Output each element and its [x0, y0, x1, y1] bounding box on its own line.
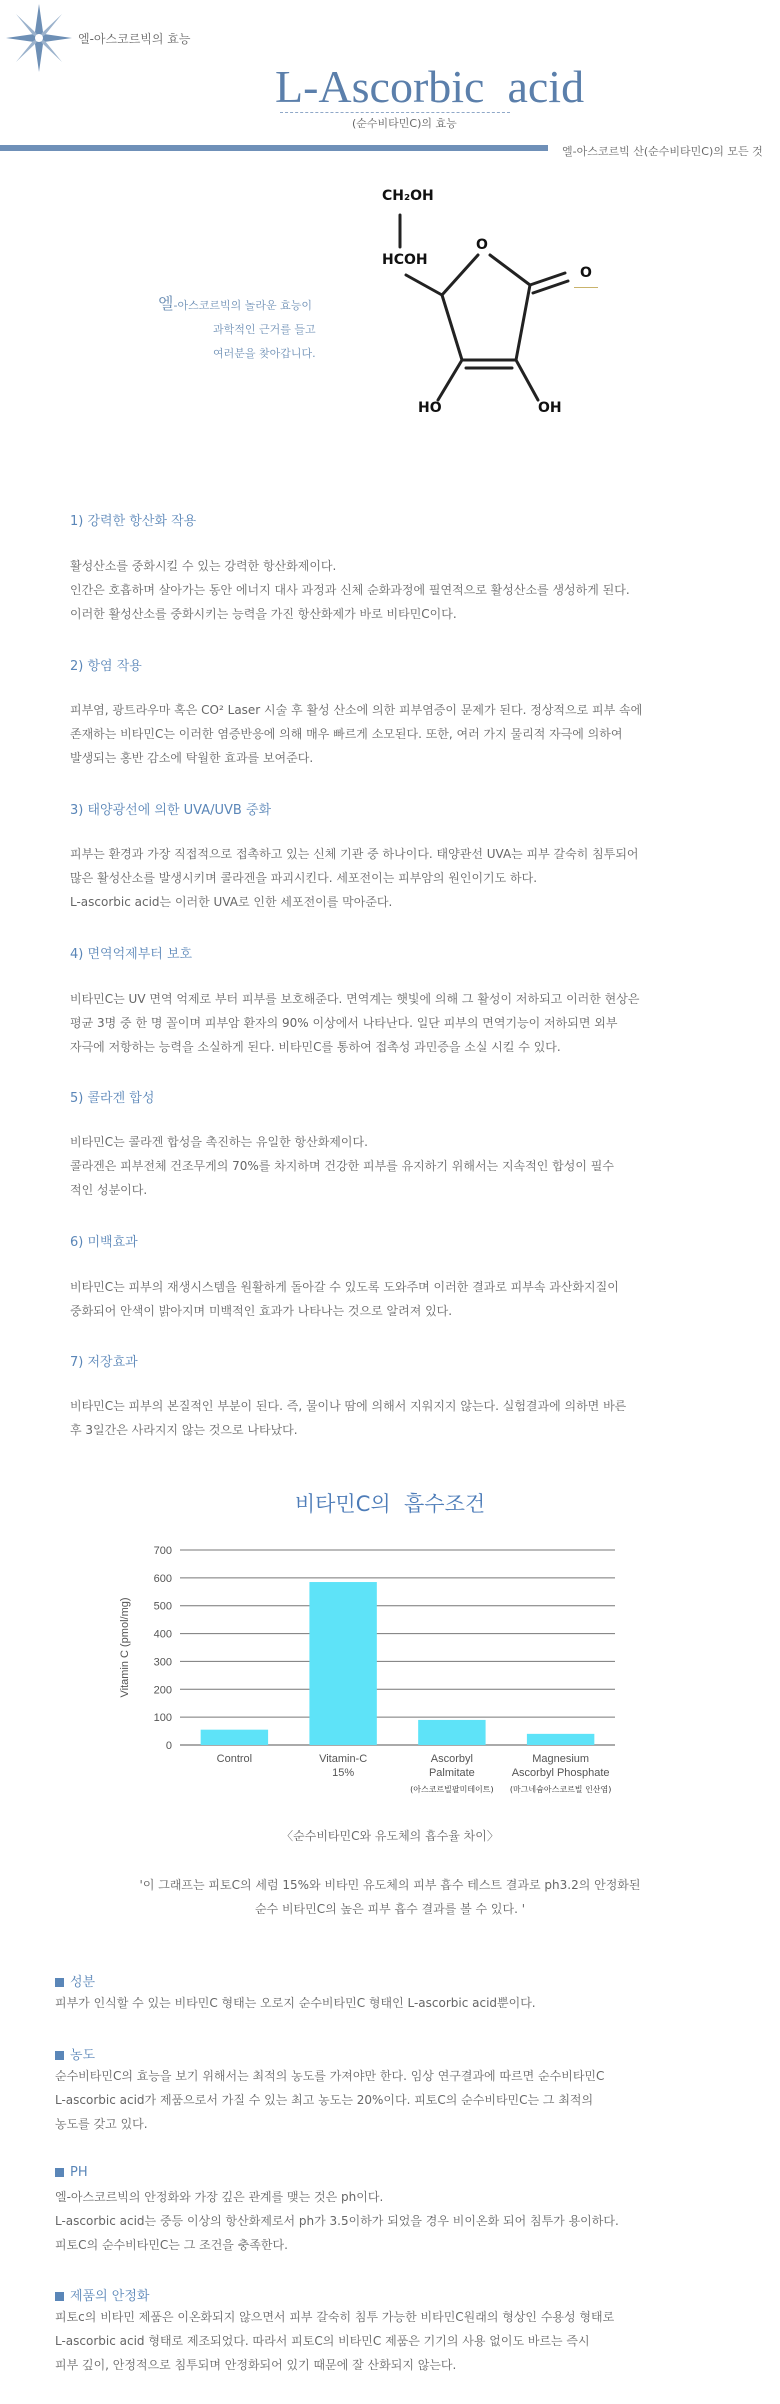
info-line: 순수비타민C의 효능을 보기 위해서는 최적의 농도를 가져야만 한다. 임상 연구결과에 따르면 순수비타민C	[55, 2069, 605, 2083]
info-line: 농도를 갖고 있다.	[55, 2117, 148, 2131]
y-axis-label: Vitamin C (pmol/mg)	[119, 1597, 131, 1698]
x-tick-sublabel: (아스코르빌팔미테이트)	[410, 1785, 494, 1794]
intro-text	[158, 292, 316, 366]
section-5-line: 비타민C는 콜라겐 합성을 촉진하는 유일한 항산화제이다.	[70, 1135, 368, 1149]
bar	[418, 1720, 485, 1745]
section-2-title: 2) 항염 작용	[70, 659, 142, 674]
title-dotted-line	[280, 112, 510, 113]
info-line: 피토C의 순수비타민C는 그 조건을 충족한다.	[55, 2238, 288, 2252]
info-stability-title-text: 제품의 안정화	[70, 2289, 150, 2304]
x-tick-label: Magnesium	[532, 1753, 590, 1765]
section-3-title: 3) 태양광선에 의한 UVA/UVB 중화	[70, 803, 272, 818]
section-1-line: 인간은 호흡하며 살아가는 동안 에너지 대사 과정과 신체 순화과정에 필연적으로 활성산소를 생성하게 된다.	[70, 583, 630, 597]
info-concentration-title-text: 농도	[70, 2048, 96, 2063]
section-4-line: 평균 3명 중 한 명 꼴이며 피부암 환자의 90% 이상에서 나타난다. 일단 피부의 면역기능이 저하되면 외부	[70, 1016, 618, 1030]
section-1-line: 이러한 활성산소를 중화시키는 능력을 가진 항산화제가 바로 비타민C이다.	[70, 607, 457, 621]
section-1-title: 1) 강력한 항산화 작용	[70, 514, 197, 529]
star-logo-icon	[4, 2, 74, 74]
info-stability-body	[55, 2305, 715, 2377]
section-1-line: 활성산소를 중화시킬 수 있는 강력한 항산화제이다.	[70, 559, 337, 573]
info-ingredient-title	[55, 1971, 95, 1990]
section-7-line: 비타민C는 피부의 본질적인 부분이 된다. 즉, 물이나 땀에 의해서 지워지지 않는다. 실험결과에 의하면 바른	[70, 1399, 627, 1413]
section-5-body	[70, 1130, 710, 1202]
section-6-line: 중화되어 안색이 밝아지며 미백적인 효과가 나타나는 것으로 알려져 있다.	[70, 1304, 453, 1318]
y-tick-label: 700	[153, 1545, 172, 1557]
section-3-line: L-ascorbic acid는 이러한 UVA로 인한 세포전이를 막아준다.	[70, 895, 393, 909]
ch2oh-label: CH₂OH	[382, 188, 434, 204]
intro-lead-letter: 엘	[158, 294, 174, 313]
section-5-line: 콜라겐은 피부전체 건조무게의 70%를 차지하며 건강한 피부를 유지하기 위해서는 지속적인 합성이 필수	[70, 1159, 614, 1173]
info-line: 피토c의 비타민 제품은 이온화되지 않으면서 피부 갈숙히 침투 가능한 비타민C원래의 형상인 수용성 형태로	[55, 2310, 615, 2324]
square-bullet-icon	[55, 2051, 64, 2060]
section-7-body	[70, 1394, 710, 1442]
y-tick-label: 500	[153, 1600, 172, 1613]
bar	[309, 1582, 376, 1745]
section-5-title: 5) 콜라겐 합성	[70, 1091, 155, 1106]
ho-label: HO	[418, 400, 442, 416]
info-line: L-ascorbic acid가 제품으로서 가질 수 있는 최고 농도는 20%이다. 피토C의 순수비타민C는 그 최적의	[55, 2093, 594, 2107]
section-2-line: 존재하는 비타민C는 이러한 염증반응에 의해 매우 빠르게 소모된다. 또한, 여러 가지 물리적 자극에 의하여	[70, 727, 623, 741]
x-tick-label: Ascorbyl	[430, 1753, 473, 1765]
y-tick-label: 100	[153, 1712, 172, 1725]
y-tick-label: 300	[153, 1656, 172, 1669]
x-tick-sublabel: (마그네슘아스코르빌 인산염)	[509, 1785, 612, 1794]
section-2-body	[70, 698, 710, 770]
x-tick-label: Ascorbyl Phosphate	[511, 1767, 610, 1779]
info-concentration-title	[55, 2044, 95, 2063]
section-2-line: 발생되는 홍반 감소에 탁월한 효과를 보여준다.	[70, 751, 314, 765]
header-small-title: 엘-아스코르빅의 효능	[78, 32, 191, 46]
info-ph-title	[55, 2165, 88, 2180]
section-4-line: 자극에 저항하는 능력을 소실하게 된다. 비타민C를 통하여 접촉성 과민증을 소실 시킬 수 있다.	[70, 1040, 561, 1054]
chart-caption: 〈순수비타민C와 유도체의 흡수율 차이〉	[281, 1829, 499, 1843]
bar	[201, 1730, 268, 1745]
page-title: L-Ascorbic acid	[275, 61, 585, 112]
info-stability-title	[55, 2285, 149, 2304]
section-3-line: 많은 활성산소를 발생시키며 콜라겐을 파괴시킨다. 세포전이는 피부암의 원인이기도 하다.	[70, 871, 538, 885]
chart-heading: 비타민C의 흡수조건	[294, 1492, 486, 1516]
info-ph-title-text: PH	[70, 2165, 88, 2180]
section-7-title: 7) 저장효과	[70, 1355, 138, 1370]
section-7-line: 후 3일간은 사라지지 않는 것으로 나타났다.	[70, 1423, 298, 1437]
x-tick-label: Palmitate	[428, 1767, 475, 1779]
chart-quote	[0, 1873, 780, 1921]
info-concentration-body	[55, 2064, 715, 2136]
section-3-body	[70, 842, 710, 914]
page-subtitle: (순수비타민C)의 효능	[352, 117, 457, 130]
hcoh-label: HCOH	[382, 252, 428, 268]
section-4-line: 비타민C는 UV 면역 억제로 부터 피부를 보호해준다. 면역계는 햇빛에 의해 그 활성이 저하되고 이러한 현상은	[70, 992, 640, 1006]
ring-oxygen-label: O	[476, 237, 488, 253]
keto-oxygen-underline	[574, 287, 598, 288]
y-tick-label: 200	[153, 1684, 172, 1697]
quote-line-2: 순수 비타민C의 높은 피부 흡수 결과를 볼 수 있다. '	[254, 1902, 526, 1916]
section-6-line: 비타민C는 피부의 재생시스템을 원활하게 돌아갈 수 있도록 도와주며 이러한 결과로 피부속 과산화지질이	[70, 1280, 619, 1294]
square-bullet-icon	[55, 2292, 64, 2301]
y-tick-label: 0	[165, 1740, 172, 1752]
absorption-chart-svg	[110, 1540, 630, 1810]
y-tick-label: 400	[153, 1628, 172, 1641]
x-tick-label: 15%	[332, 1767, 355, 1779]
section-6-title: 6) 미백효과	[70, 1235, 138, 1250]
y-tick-label: 600	[153, 1572, 172, 1585]
info-ph-body	[55, 2185, 715, 2257]
absorption-chart	[110, 1540, 630, 1810]
section-4-title: 4) 면역억제부터 보호	[70, 947, 193, 962]
x-tick-label: Vitamin-C	[319, 1753, 368, 1765]
section-1-body	[70, 554, 710, 626]
bar	[527, 1734, 594, 1745]
ascorbic-acid-structure	[370, 185, 630, 425]
square-bullet-icon	[55, 2168, 64, 2177]
info-ingredient-body	[55, 1991, 715, 2015]
section-4-body	[70, 987, 710, 1059]
section-6-body	[70, 1275, 710, 1323]
x-tick-label: Control	[216, 1753, 253, 1765]
info-line: L-ascorbic acid는 중등 이상의 항산화제로서 ph가 3.5이하가 되었을 경우 비이온화 되어 침투가 용이하다.	[55, 2214, 619, 2228]
section-3-line: 피부는 환경과 가장 직접적으로 접촉하고 있는 신체 기관 중 하나이다. 태양관선 UVA는 피부 갈숙히 침투되어	[70, 847, 639, 861]
info-line: 피부 깊이, 안정적으로 침투되며 안정화되어 있기 때문에 잘 산화되지 않는다.	[55, 2358, 457, 2372]
header-rule	[0, 145, 548, 151]
intro-line-1: -아스코르빅의 놀라운 효능이	[173, 299, 312, 312]
info-line: 피부가 인식할 수 있는 비타민C 형태는 오로지 순수비타민C 형태인 L-ascorbic acid뿐이다.	[55, 1996, 536, 2010]
section-5-line: 적인 성분이다.	[70, 1183, 148, 1197]
header-right-caption: 엘-아스코르빅 산(순수비타민C)의 모든 것	[562, 145, 763, 158]
intro-line-3: 여러분을 찾아갑니다.	[213, 347, 316, 360]
keto-oxygen-label: O	[580, 265, 592, 281]
info-line: 엘-아스코르빅의 안정화와 가장 깊은 관계를 맺는 것은 ph이다.	[55, 2190, 384, 2204]
square-bullet-icon	[55, 1978, 64, 1987]
intro-line-2: 과학적인 근거를 들고	[213, 323, 316, 336]
quote-line-1: '이 그래프는 피토C의 세럼 15%와 비타민 유도체의 피부 흡수 테스트 결과로 ph3.2의 안정화된	[139, 1878, 641, 1892]
section-2-line: 피부염, 광트라우마 혹은 CO² Laser 시술 후 활성 산소에 의한 피부염증이 문제가 된다. 정상적으로 피부 속에	[70, 703, 643, 717]
info-line: L-ascorbic acid 형태로 제조되었다. 따라서 피토C의 비타민C 제품은 기기의 사용 없이도 바르는 즉시	[55, 2334, 590, 2348]
oh-label: OH	[538, 400, 562, 416]
info-ingredient-title-text: 성분	[70, 1975, 96, 1990]
